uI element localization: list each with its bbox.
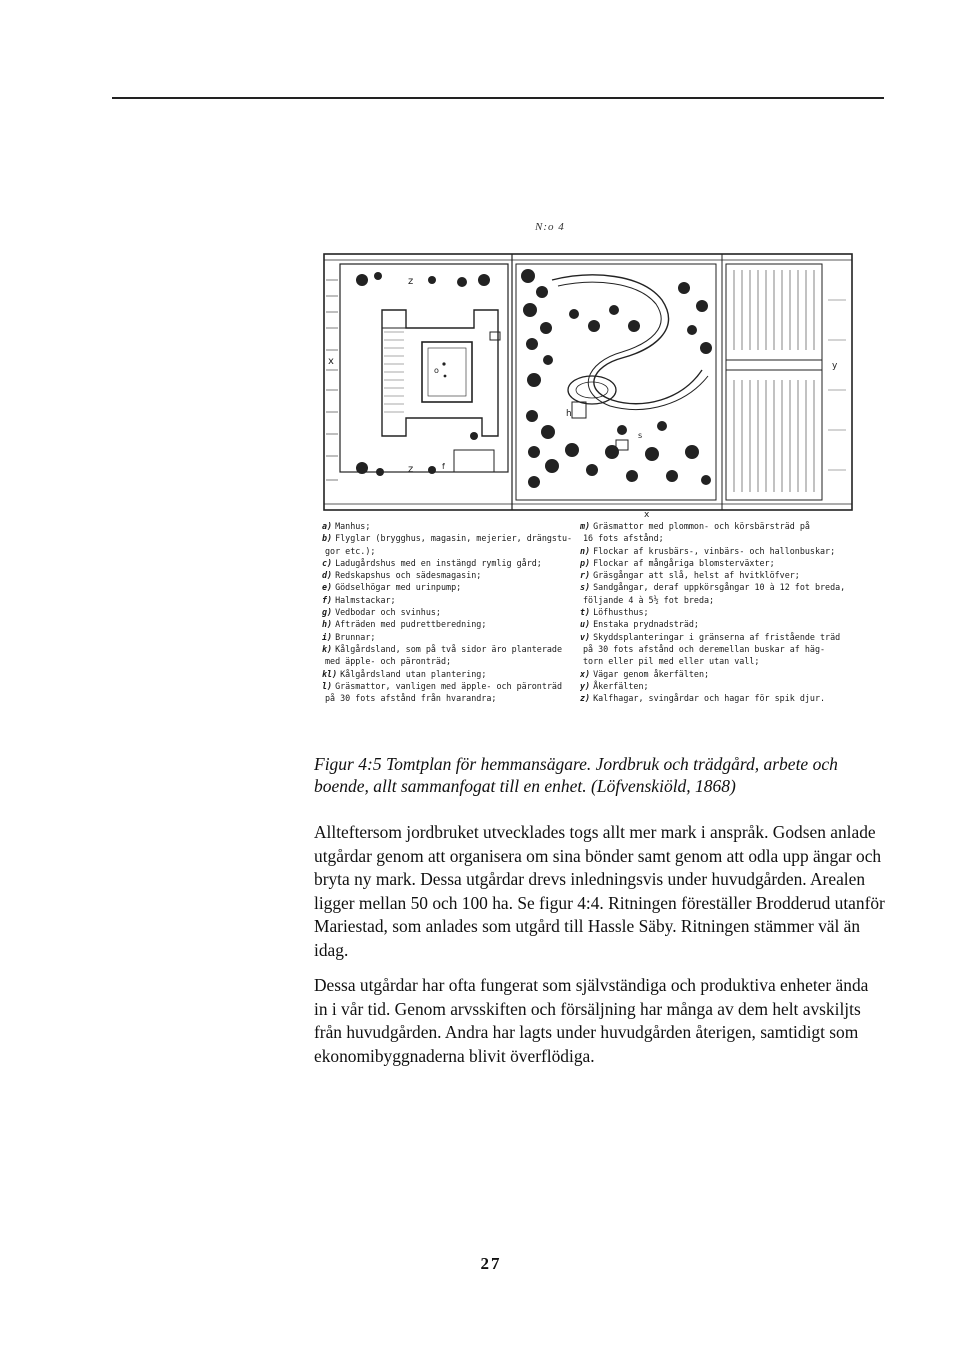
header-rule: [112, 97, 884, 99]
plan-label-h: h: [566, 409, 572, 419]
legend-item: k) Kålgårdsland, som på två sidor äro planterade: [322, 643, 562, 654]
legend-item: h) Afträden med pudrettberedning;: [322, 619, 487, 630]
legend-item: i) Brunnar;: [322, 631, 376, 642]
plan-label-x-bottom: x: [644, 510, 650, 518]
legend-item: v) Skyddsplanteringar i gränserna af fristående träd: [580, 631, 841, 642]
page-number: 27: [480, 1254, 502, 1273]
plan-label-z-top: z: [408, 276, 414, 287]
garden-area: [516, 264, 716, 500]
legend-item: torn eller pil med eller utan vall;: [583, 656, 760, 667]
fields-area: [726, 264, 846, 500]
farmyard-area: [326, 264, 508, 480]
legend-item: t) Löfhusthus;: [580, 607, 649, 618]
plan-label-x-left: x: [328, 356, 334, 367]
site-plan-drawing: [322, 240, 854, 518]
legend-item: med äpple- och päronträd;: [325, 656, 452, 667]
plan-legend-left: [322, 520, 572, 704]
legend-item: 16 fots afstånd;: [583, 533, 664, 544]
legend-item: p) Flockar af mångåriga blomsterväxter;: [580, 557, 775, 568]
legend-item: r) Gräsgångar att slå, helst af hvitklöfver;: [580, 570, 800, 581]
legend-item: g) Vedbodar och svinhus;: [322, 607, 441, 618]
legend-item: n) Flockar af krusbärs-, vinbärs- och hallonbuskar;: [580, 545, 836, 556]
legend-item: på 30 fots afstånd från hvarandra;: [325, 693, 497, 704]
figure-number: N:o 4: [535, 221, 565, 233]
legend-item: d) Redskapshus och sädesmagasin;: [322, 570, 482, 581]
legend-item: c) Ladugårdshus med en instängd rymlig gård;: [322, 557, 542, 568]
plan-label-o: o: [434, 366, 439, 375]
body-paragraph-1: Allteftersom jordbruket utvecklades togs allt mer mark i anspråk. Godsen anlade utgårdar genom att organisera om sina bönder samt genom att odla upp ängar och bryta ny mark. Dessa utgårdar drevs inledningsvis under huvudgården. Arealen ligger mellan 50 och 100 ha. Se figur 4:4. Ritningen föreställer Brodderud utanför Mariestad, som anlades som utgård till Hassle Säby. Ritningen stämmer väl än idag.: [314, 822, 885, 960]
legend-item: gor etc.);: [325, 545, 376, 556]
legend-item: f) Halmstackar;: [322, 594, 396, 605]
legend-item: a) Manhus;: [322, 521, 371, 531]
legend-item: z) Kalfhagar, svingårdar och hagar för spik djur.: [580, 693, 826, 704]
legend-item: u) Enstaka prydnadsträd;: [580, 619, 699, 630]
plan-label-y: y: [832, 361, 838, 371]
legend-item: kl) Kålgårdsland utan plantering;: [322, 668, 487, 679]
legend-item: y) Åkerfälten;: [580, 680, 649, 691]
legend-item: b) Flyglar (brygghus, magasin, mejerier, drängstu-: [322, 533, 572, 544]
legend-item: s) Sandgångar, deraf uppkörsgångar 10 à 12 fot breda,: [580, 582, 846, 593]
legend-item: på 30 fots afstånd och deremellan buskar af häg-: [583, 643, 826, 654]
plan-label-s: s: [638, 431, 643, 440]
legend-item: e) Gödselhögar med urinpump;: [322, 582, 462, 593]
plan-label-z-bottom: z: [408, 464, 414, 475]
body-paragraph-2: Dessa utgårdar har ofta fungerat som självständiga och produktiva enheter ända in i vår tid. Genom arvsskiften och försäljning har många av dem helt avskiljts från huvudgården. Andra har lagts under huvudgården återigen, samtidigt som ekonomibyggnaderna blivit överflödiga.: [314, 975, 869, 1066]
legend-item: m) Gräsmattor med plommon- och körsbärsträd på: [580, 521, 810, 531]
plan-label-f: f: [442, 462, 445, 471]
figure-caption: Figur 4:5 Tomtplan för hemmansägare. Jordbruk och trädgård, arbete och boende, allt sammanfogat till en enhet. (Löfvenskiöld, 1868): [314, 754, 838, 796]
plan-legend-right: [580, 520, 855, 704]
legend-item: följande 4 à 5½ fot breda;: [583, 594, 715, 605]
legend-item: l) Gräsmattor, vanligen med äpple- och päronträd: [322, 680, 562, 691]
legend-item: x) Vägar genom åkerfälten;: [580, 668, 710, 679]
